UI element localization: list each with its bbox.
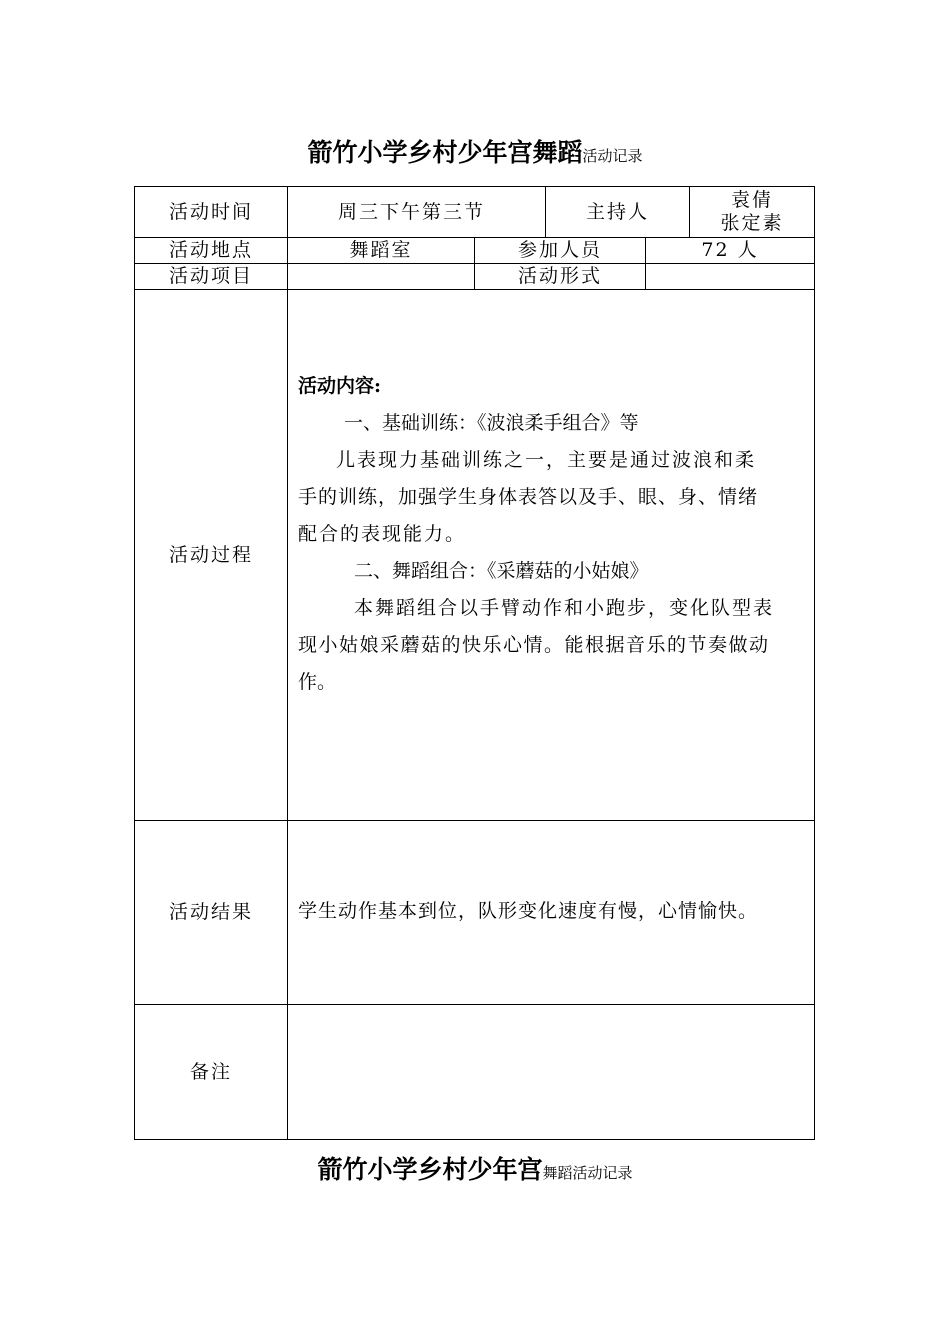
process-line: 二、舞蹈组合：《采蘑菇的小姑娘》 [354, 560, 649, 582]
table-border-right [814, 186, 815, 1140]
form-label: 活动形式 [517, 265, 602, 287]
process-line: 一、基础训练：《波浪柔手组合》等 [344, 412, 639, 434]
process-heading: 活动内容: [298, 375, 382, 397]
participants-label: 参加人员 [517, 239, 602, 261]
process-content [298, 368, 810, 701]
table-border-bottom [134, 1139, 815, 1140]
document-title [0, 133, 950, 169]
process-label: 活动过程 [168, 543, 253, 566]
result-text: 学生动作基本到位，队形变化速度有慢，心情愉快。 [298, 900, 759, 922]
remarks-value [288, 1005, 814, 1139]
participants-value: 72 人 [701, 239, 759, 261]
title-main: 箭竹小学乡村少年宫舞蹈 [307, 138, 583, 167]
process-line: 手的训练，加强学生身体表答以及手、眼、身、情绪 [298, 486, 759, 508]
column-divider [287, 186, 288, 1140]
time-label: 活动时间 [168, 200, 253, 223]
item-label: 活动项目 [168, 265, 253, 287]
process-line: 现小姑娘采蘑菇的快乐心情。能根据音乐的节奏做动 [298, 634, 770, 656]
host-label: 主持人 [585, 200, 649, 223]
form-value [646, 264, 814, 289]
footer-title-suffix: 舞蹈活动记录 [542, 1164, 633, 1182]
process-line: 作。 [298, 671, 337, 693]
title-suffix: 活动记录 [582, 147, 643, 165]
host-name: 张定素 [720, 212, 784, 234]
process-line: 儿表现力基础训练之一，主要是通过波浪和柔 [336, 449, 757, 471]
remarks-label: 备注 [189, 1060, 232, 1083]
footer-title-main: 箭竹小学乡村少年宫 [317, 1155, 543, 1184]
process-line: 本舞蹈组合以手臂动作和小跑步，变化队型表 [354, 597, 775, 619]
host-name: 袁倩 [730, 189, 773, 211]
place-value: 舞蹈室 [349, 239, 413, 261]
place-label: 活动地点 [168, 239, 253, 261]
result-label: 活动结果 [168, 901, 253, 923]
host-names [690, 187, 814, 237]
item-value [288, 264, 474, 289]
time-value: 周三下午第三节 [338, 200, 486, 223]
footer-title [0, 1150, 950, 1186]
process-line: 配合的表现能力。 [298, 523, 467, 545]
